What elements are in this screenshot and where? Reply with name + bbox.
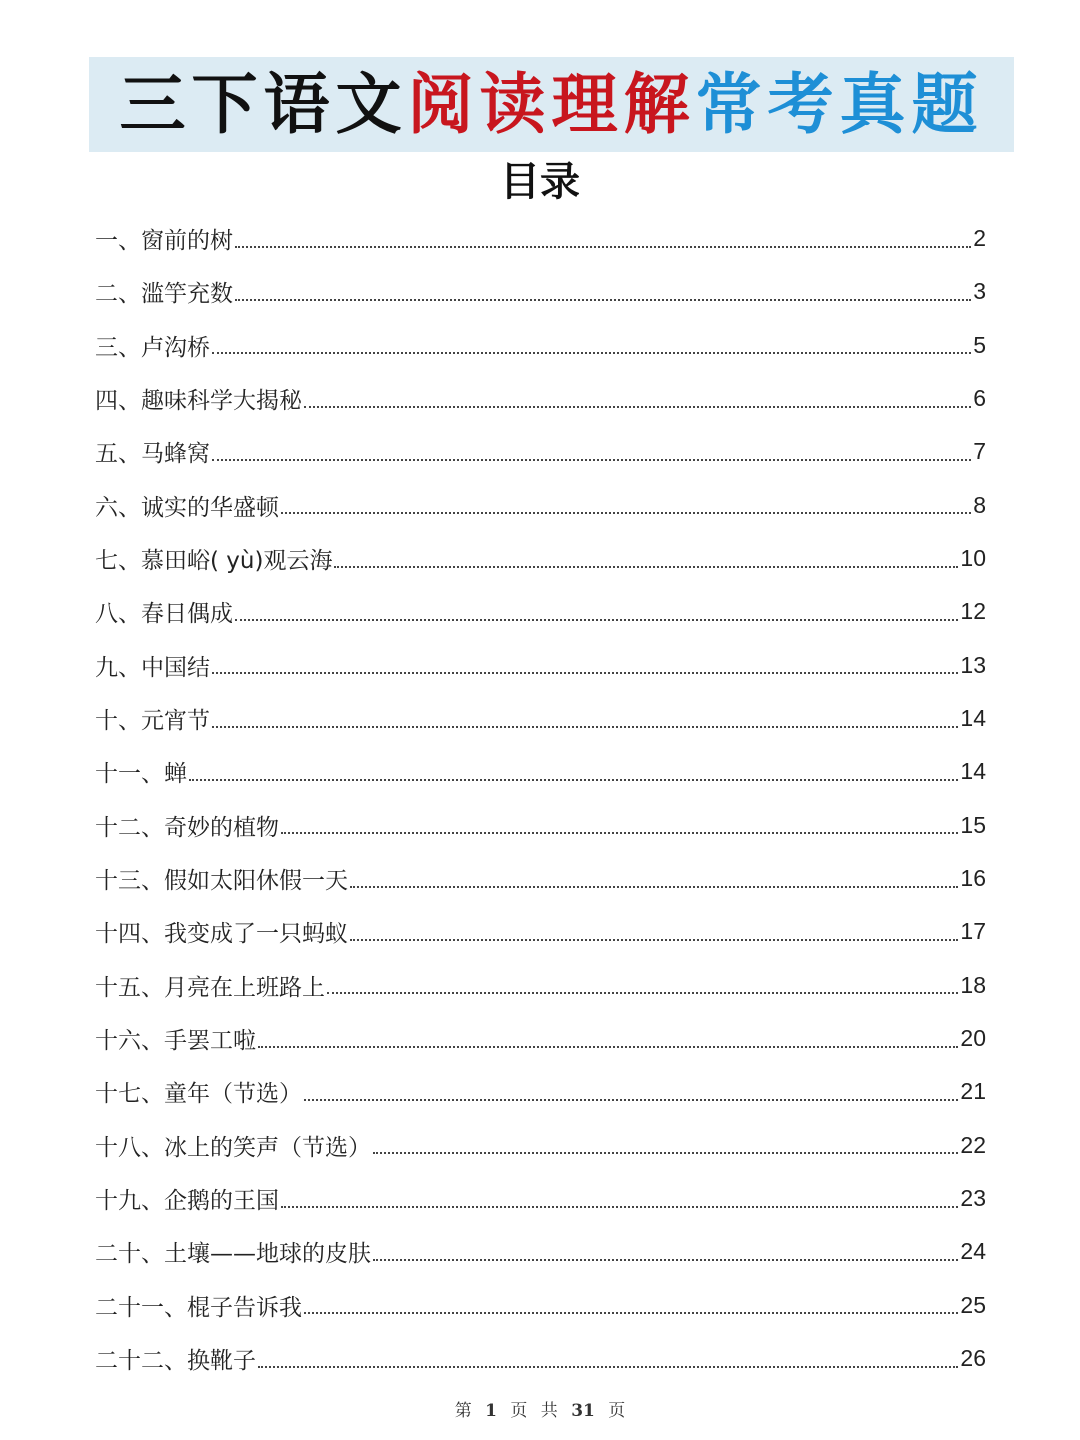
toc-entry-page-number: 10 bbox=[960, 545, 986, 572]
toc-entry-page-number: 22 bbox=[960, 1131, 986, 1158]
toc-entry-page-number: 20 bbox=[960, 1025, 986, 1052]
toc-entry-page-number: 5 bbox=[973, 331, 986, 358]
dot-leader bbox=[212, 459, 971, 461]
toc-entry[interactable] bbox=[95, 1065, 986, 1118]
page-footer bbox=[0, 1396, 1080, 1421]
toc-entry-title: 五、马蜂窝 bbox=[95, 441, 210, 468]
title-part-grade: 三下语文 bbox=[119, 65, 408, 143]
toc-entry-title: 八、春日偶成 bbox=[95, 601, 233, 628]
toc-entry[interactable] bbox=[95, 319, 986, 372]
toc-entry-title: 一、窗前的树 bbox=[95, 228, 233, 255]
dot-leader bbox=[258, 1366, 958, 1368]
footer-current-page: 1 bbox=[485, 1401, 497, 1421]
toc-entry-title: 十六、手罢工啦 bbox=[95, 1028, 256, 1055]
toc-entry-title: 二十二、换靴子 bbox=[95, 1348, 256, 1375]
toc-entry[interactable] bbox=[95, 1279, 986, 1332]
toc-entry[interactable] bbox=[95, 639, 986, 692]
toc-entry-page-number: 12 bbox=[960, 598, 986, 625]
toc-entry-page-number: 8 bbox=[973, 491, 986, 518]
toc-entry-page-number: 23 bbox=[960, 1185, 986, 1212]
toc-entry-title: 十五、月亮在上班路上 bbox=[95, 974, 325, 1001]
toc-entry-title: 十八、冰上的笑声（节选） bbox=[95, 1134, 371, 1161]
dot-leader bbox=[350, 886, 958, 888]
toc-entry[interactable] bbox=[95, 905, 986, 958]
toc-entry[interactable] bbox=[95, 265, 986, 318]
toc-entry-page-number: 18 bbox=[960, 971, 986, 998]
dot-leader bbox=[235, 246, 971, 248]
toc-entry-page-number: 7 bbox=[973, 438, 986, 465]
title-part-reading: 阅读理解 bbox=[407, 65, 696, 143]
toc-entry-page-number: 25 bbox=[960, 1291, 986, 1318]
toc-entry-title: 二十、土壤——地球的皮肤 bbox=[95, 1241, 371, 1268]
footer-label-ye: 页 bbox=[510, 1401, 528, 1421]
footer-label-gong: 共 bbox=[540, 1401, 558, 1421]
toc-entry[interactable] bbox=[95, 799, 986, 852]
toc-entry-title: 七、慕田峪( yù)观云海 bbox=[95, 548, 333, 575]
toc-entry-title: 十九、企鹅的王国 bbox=[95, 1188, 279, 1215]
dot-leader bbox=[258, 1046, 958, 1048]
dot-leader bbox=[189, 779, 958, 781]
toc-entry[interactable] bbox=[95, 212, 986, 265]
dot-leader bbox=[281, 832, 958, 834]
title-banner bbox=[89, 57, 1014, 152]
toc-heading: 目录 bbox=[500, 159, 580, 205]
toc-entry-page-number: 16 bbox=[960, 865, 986, 892]
toc-entry[interactable] bbox=[95, 532, 986, 585]
toc-entry-page-number: 2 bbox=[973, 225, 986, 252]
toc-entry-page-number: 13 bbox=[960, 651, 986, 678]
toc-entry-title: 四、趣味科学大揭秘 bbox=[95, 388, 302, 415]
toc-entry[interactable] bbox=[95, 745, 986, 798]
toc-entry-title: 十一、蝉 bbox=[95, 761, 187, 788]
toc-entry-page-number: 6 bbox=[973, 385, 986, 412]
toc-entry-title: 三、卢沟桥 bbox=[95, 334, 210, 361]
footer-total-pages: 31 bbox=[571, 1401, 595, 1421]
toc-entry-title: 十七、童年（节选） bbox=[95, 1081, 302, 1108]
dot-leader bbox=[327, 992, 958, 994]
dot-leader bbox=[304, 1099, 958, 1101]
dot-leader bbox=[304, 406, 971, 408]
toc-entry-title: 二十一、棍子告诉我 bbox=[95, 1294, 302, 1321]
toc-entry[interactable] bbox=[95, 692, 986, 745]
dot-leader bbox=[281, 1206, 958, 1208]
table-of-contents bbox=[95, 212, 986, 1385]
dot-leader bbox=[373, 1152, 958, 1154]
footer-label-ye-end: 页 bbox=[608, 1401, 626, 1421]
toc-entry-title: 九、中国结 bbox=[95, 654, 210, 681]
dot-leader bbox=[235, 299, 971, 301]
dot-leader bbox=[350, 939, 958, 941]
toc-entry[interactable] bbox=[95, 585, 986, 638]
toc-entry-title: 十、元宵节 bbox=[95, 708, 210, 735]
toc-entry-page-number: 14 bbox=[960, 705, 986, 732]
toc-entry-page-number: 21 bbox=[960, 1078, 986, 1105]
dot-leader bbox=[235, 619, 958, 621]
toc-entry-title: 二、滥竽充数 bbox=[95, 281, 233, 308]
toc-entry[interactable] bbox=[95, 1172, 986, 1225]
document-title bbox=[119, 65, 984, 143]
dot-leader bbox=[304, 1312, 958, 1314]
toc-entry-page-number: 26 bbox=[960, 1345, 986, 1372]
dot-leader bbox=[373, 1259, 958, 1261]
title-part-exam: 常考真题 bbox=[695, 65, 984, 143]
dot-leader bbox=[281, 512, 971, 514]
toc-entry[interactable] bbox=[95, 1225, 986, 1278]
toc-entry[interactable] bbox=[95, 479, 986, 532]
toc-entry-page-number: 14 bbox=[960, 758, 986, 785]
toc-entry-title: 十三、假如太阳休假一天 bbox=[95, 868, 348, 895]
toc-entry-page-number: 24 bbox=[960, 1238, 986, 1265]
toc-entry[interactable] bbox=[95, 1119, 986, 1172]
toc-entry-page-number: 3 bbox=[973, 278, 986, 305]
dot-leader bbox=[212, 672, 958, 674]
toc-entry-title: 十二、奇妙的植物 bbox=[95, 814, 279, 841]
toc-entry[interactable] bbox=[95, 959, 986, 1012]
toc-entry[interactable] bbox=[95, 372, 986, 425]
dot-leader bbox=[212, 726, 958, 728]
toc-entry-title: 六、诚实的华盛顿 bbox=[95, 494, 279, 521]
toc-entry[interactable] bbox=[95, 1012, 986, 1065]
toc-entry[interactable] bbox=[95, 425, 986, 478]
dot-leader bbox=[334, 566, 958, 568]
toc-entry-title: 十四、我变成了一只蚂蚁 bbox=[95, 921, 348, 948]
toc-entry[interactable] bbox=[95, 852, 986, 905]
toc-entry-page-number: 17 bbox=[960, 918, 986, 945]
toc-entry-page-number: 15 bbox=[960, 811, 986, 838]
footer-label-di: 第 bbox=[454, 1401, 472, 1421]
dot-leader bbox=[212, 352, 971, 354]
toc-entry[interactable] bbox=[95, 1332, 986, 1385]
